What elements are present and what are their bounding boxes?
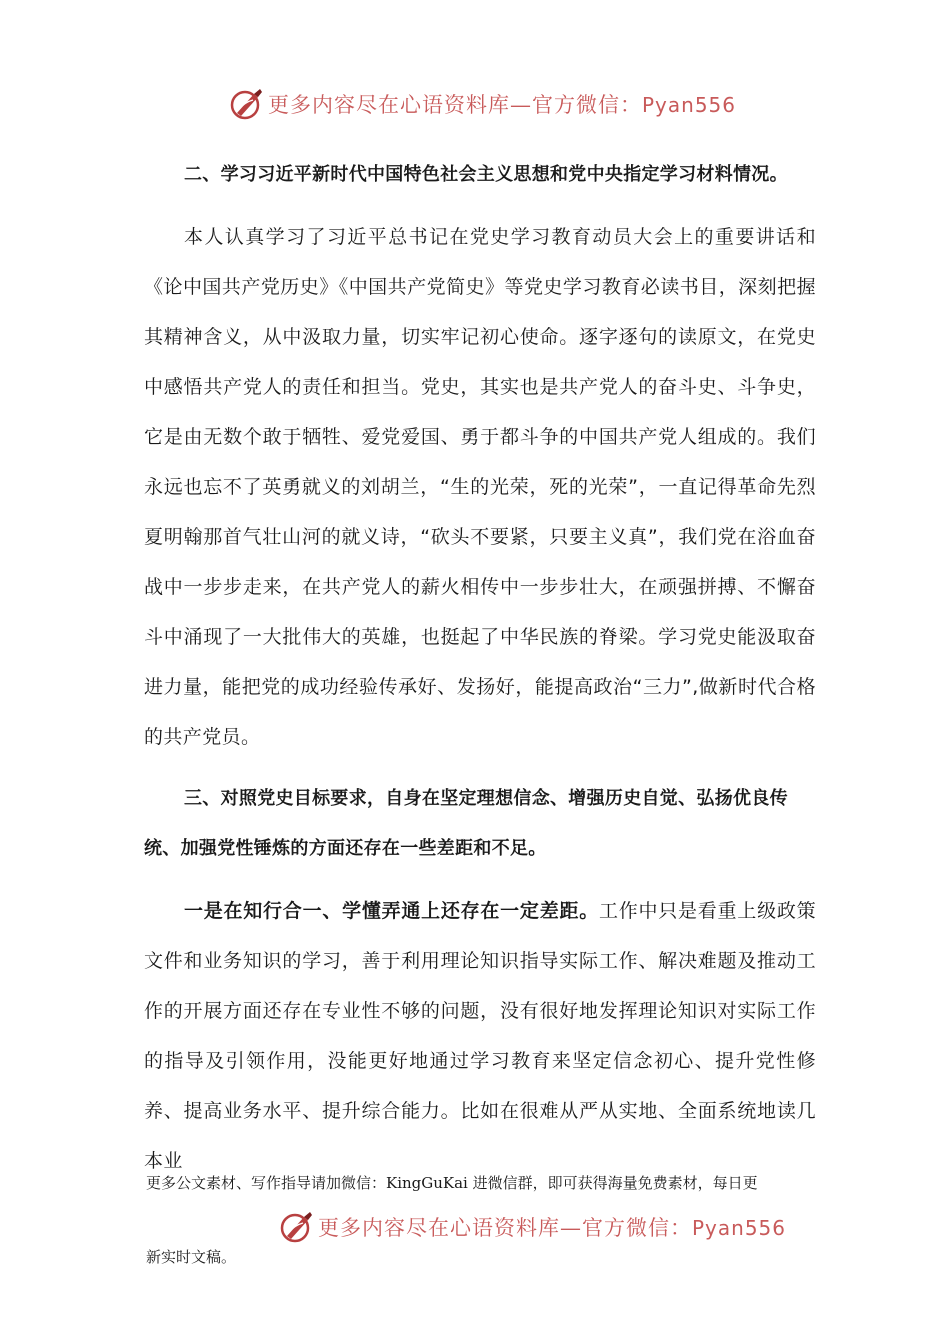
watermark-footer — [278, 1207, 786, 1247]
section-heading-2: 二、学习习近平新时代中国特色社会主义思想和党中央指定学习材料情况。 — [184, 164, 788, 185]
section-heading-3: 三、对照党史目标要求，自身在坚定理想信念、增强历史自觉、弘扬优良传统、加强党性锤炼的方面还存在一些差距和不足。 — [144, 788, 788, 859]
point-1-body: 工作中只是看重上级政策文件和业务知识的学习，善于利用理论知识指导实际工作、解决难题及推动工作的开展方面还存在专业性不够的问题，没有很好地发挥理论知识对实际工作的指导及引领作用，没能更好地通过学习教育来坚定信念初心、提升党性修养、提高业务水平、提升综合能力。比如在很难从严从实地、全面系统地读几本业 — [144, 900, 816, 1172]
pen-logo-icon — [228, 86, 264, 122]
footer-note-line-2: 新实时文稿。 — [146, 1248, 237, 1266]
watermark-text: 更多内容尽在心语资料库—官方微信：Pyan556 — [318, 1216, 787, 1240]
document-body — [144, 150, 816, 1186]
section-body-2: 本人认真学习了习近平总书记在党史学习教育动员大会上的重要讲话和《论中国共产党历史》《中国共产党简史》等党史学习教育必读书目，深刻把握其精神含义，从中汲取力量，切实牢记初心使命。逐字逐句的读原文，在党史中感悟共产党人的责任和担当。党史，其实也是共产党人的奋斗史、斗争史，它是由无数个敢于牺牲、爱党爱国、勇于都斗争的中国共产党人组成的。我们永远也忘不了英勇就义的刘胡兰，“生的光荣，死的光荣”，一直记得革命先烈夏明翰那首气壮山河的就义诗，“砍头不要紧，只要主义真”，我们党在浴血奋战中一步步走来，在共产党人的薪火相传中一步步壮大，在顽强拼搏、不懈奋斗中涌现了一大批伟大的英雄，也挺起了中华民族的脊梁。学习党史能汲取奋进力量，能把党的成功经验传承好、发扬好，能提高政治“三力”,做新时代合格的共产党员。 — [144, 226, 816, 748]
point-1-paragraph — [144, 886, 816, 1186]
pen-logo-icon — [278, 1209, 314, 1245]
footer-note-line-1: 更多公文素材、写作指导请加微信：KingGuKai 进微信群，即可获得海量免费素材，每日更 — [146, 1174, 758, 1192]
point-1-title: 一是在知行合一、学懂弄通上还存在一定差距。 — [184, 900, 599, 922]
watermark-text: 更多内容尽在心语资料库—官方微信：Pyan556 — [268, 93, 737, 117]
watermark-header — [228, 84, 736, 124]
